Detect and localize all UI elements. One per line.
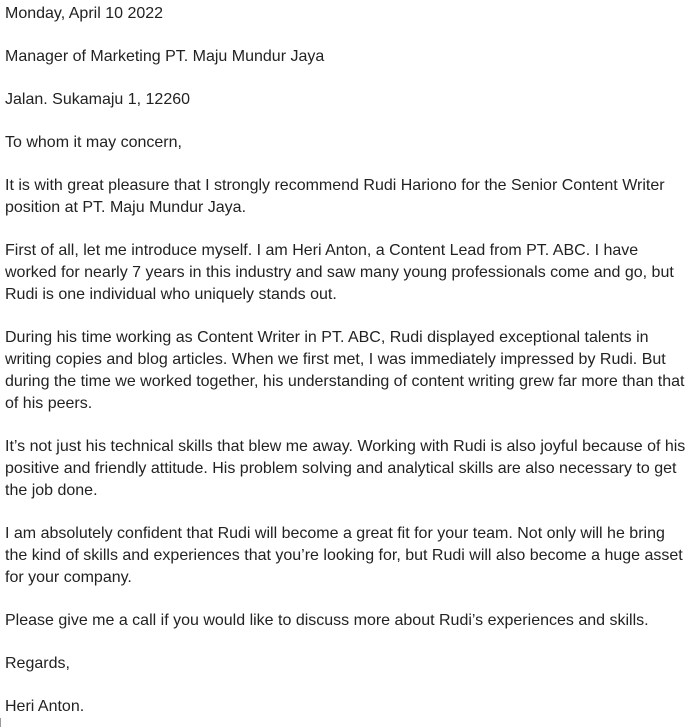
body-paragraph-6: Please give me a call if you would like to discuss more about Rudi’s experiences and skills. xyxy=(5,612,649,629)
body-paragraph-5: I am absolutely confident that Rudi will become a great fit for your team. Not only will he bring the kind of skills and experiences that you’re looking for, but Rudi will also become a huge asset for your company. xyxy=(5,525,683,586)
body-paragraph-1: It is with great pleasure that I strongly recommend Rudi Hariono for the Senior Content Writer position at PT. Maju Mundur Jaya. xyxy=(5,177,665,216)
closing: Regards, xyxy=(5,655,70,672)
letter-date: Monday, April 10 2022 xyxy=(5,5,164,22)
salutation: To whom it may concern, xyxy=(5,134,182,151)
text-cursor xyxy=(0,718,1,727)
recipient-line: Manager of Marketing PT. Maju Mundur Jaya xyxy=(5,48,325,65)
recipient-address: Jalan. Sukamaju 1, 12260 xyxy=(5,91,191,108)
recommendation-letter xyxy=(5,3,690,718)
signature: Heri Anton. xyxy=(5,698,85,715)
body-paragraph-3: During his time working as Content Writer in PT. ABC, Rudi displayed exceptional talents in writing copies and blog articles. When we first met, I was immediately impressed by Rudi. But during the time we worked together, his understanding of content writing grew far more than that of his peers. xyxy=(5,329,685,412)
body-paragraph-4: It’s not just his technical skills that blew me away. Working with Rudi is also joyful because of his positive and friendly attitude. His problem solving and analytical skills are also necessary to get the job done. xyxy=(5,438,686,499)
body-paragraph-2: First of all, let me introduce myself. I am Heri Anton, a Content Lead from PT. ABC. I have worked for nearly 7 years in this industry and saw many young professionals come and go, but Rudi is one individual who uniquely stands out. xyxy=(5,242,674,303)
